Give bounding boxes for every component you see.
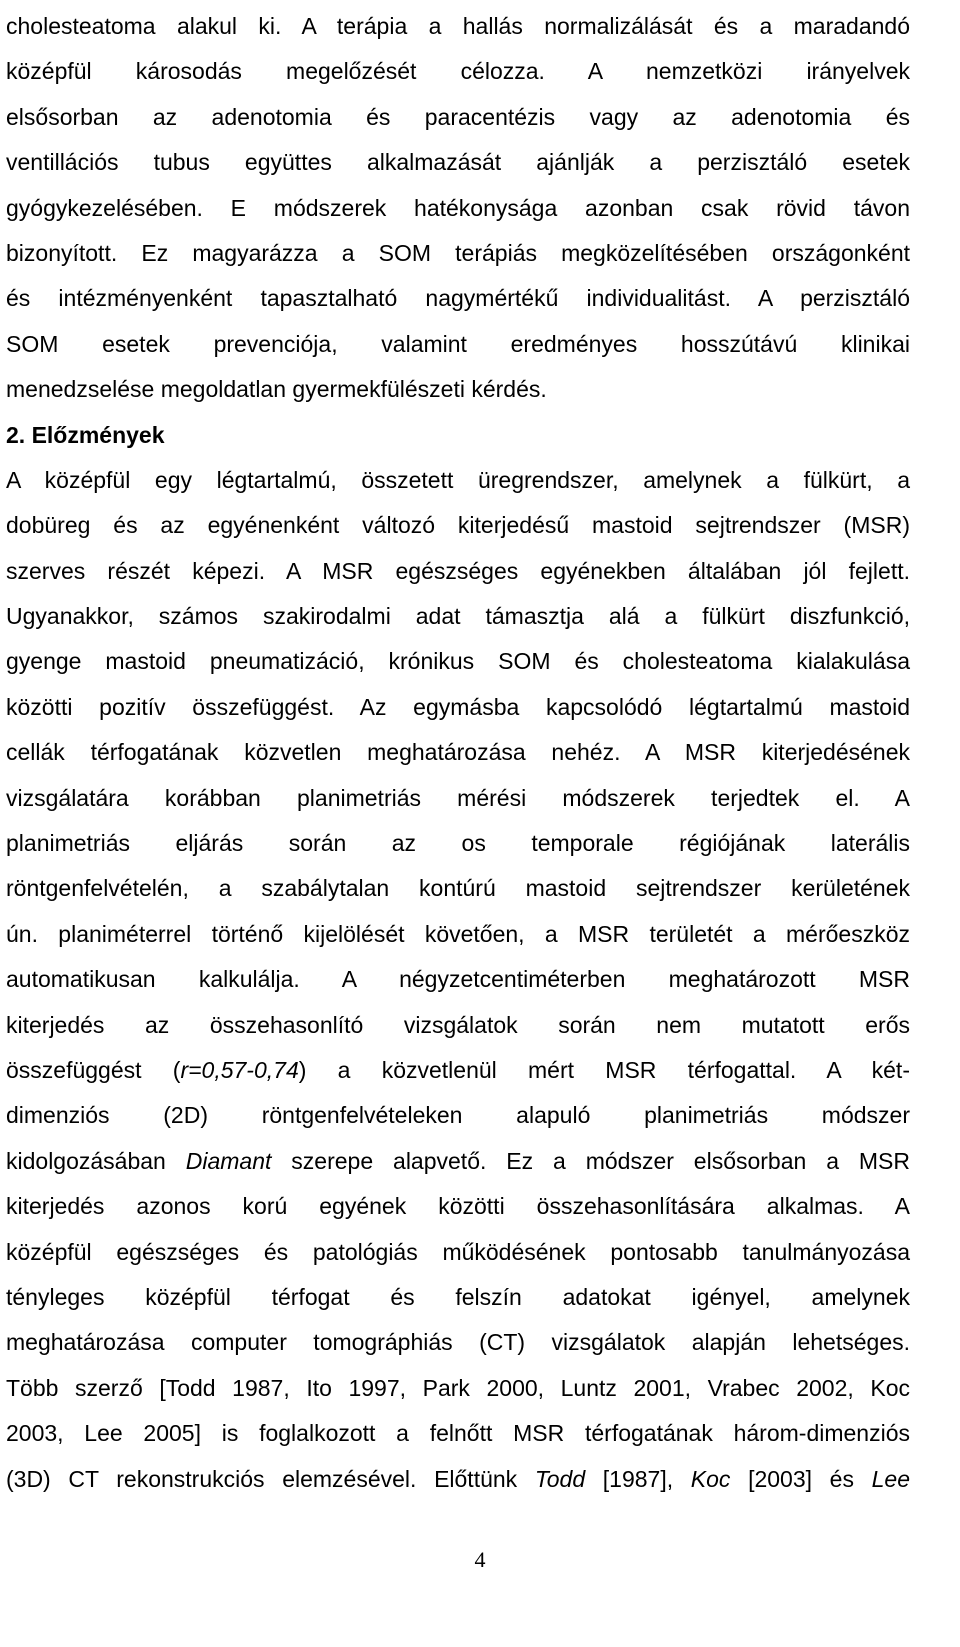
text-line: szerves részét képezi. A MSR egészséges egyénekben általában jól fejlett.	[6, 557, 910, 584]
text-line: ventillációs tubus együttes alkalmazását ajánlják a perzisztáló esetek	[6, 149, 910, 176]
text-line: dobüreg és az egyénenként változó kiterjedésű mastoid sejtrendszer (MSR)	[6, 512, 910, 539]
text-line: gyenge mastoid pneumatizáció, krónikus SOM és cholesteatoma kialakulása	[6, 648, 910, 675]
page-number: 4	[474, 1547, 486, 1572]
text-line: kiterjedés az összehasonlító vizsgálatok során nem mutatott erős	[6, 1011, 910, 1038]
text-line: cholesteatoma alakul ki. A terápia a hallás normalizálását és a maradandó	[6, 13, 910, 39]
text-line: meghatározása computer tomográphiás (CT) vizsgálatok alapján lehetséges.	[6, 1329, 910, 1356]
text-line-correlation	[6, 1048, 910, 1093]
italic-author-name: Todd	[534, 1465, 586, 1492]
text-line-authors	[6, 1457, 910, 1502]
text-line: középfül egészséges és patológiás működésének pontosabb tanulmányozása	[6, 1238, 910, 1265]
text-span: összefüggést (	[6, 1056, 181, 1083]
text-line: gyógykezelésében. E módszerek hatékonysága azonban csak rövid távon	[6, 194, 910, 221]
text-span: kidolgozásában	[6, 1147, 186, 1174]
document-page	[6, 0, 910, 1502]
italic-author-name: Diamant	[185, 1147, 272, 1174]
italic-value: r=0,57-0,74	[180, 1056, 299, 1083]
paragraph-1	[6, 4, 910, 413]
text-span: (3D) CT rekonstrukciós elemzésével. Előttünk	[6, 1465, 535, 1492]
text-line: elsősorban az adenotomia és paracentézis vagy az adenotomia és	[6, 103, 910, 130]
section-heading: 2. Előzmények	[6, 421, 165, 448]
text-line-2d: dimenziós (2D) röntgenfelvételeken alapuló planimetriás módszer	[6, 1102, 910, 1129]
text-line: planimetriás eljárás során az os temporale régiójának laterális	[6, 830, 910, 857]
text-line: középfül károsodás megelőzését célozza. A nemzetközi irányelvek	[6, 58, 910, 85]
text-line: Több szerző [Todd 1987, Ito 1997, Park 2000, Luntz 2001, Vrabec 2002, Koc	[6, 1374, 910, 1401]
text-line: vizsgálatára korábban planimetriás mérési módszerek terjedtek el. A	[6, 784, 910, 811]
text-line: bizonyított. Ez magyarázza a SOM terápiás megközelítésében országonként	[6, 239, 910, 266]
text-line: és intézményenként tapasztalható nagymértékű individualitást. A perzisztáló	[6, 285, 910, 312]
text-line-diamant	[6, 1139, 910, 1184]
text-line: A középfül egy légtartalmú, összetett üregrendszer, amelynek a fülkürt, a	[6, 466, 910, 493]
paragraph-2b	[6, 1184, 910, 1456]
text-line: menedzselése megoldatlan gyermekfülészeti kérdés.	[6, 376, 547, 403]
text-line: ún. planiméterrel történő kijelölését követően, a MSR területét a mérőeszköz	[6, 920, 910, 947]
text-span: [1987],	[585, 1465, 691, 1492]
text-line: tényleges középfül térfogat és felszín adatokat igényel, amelynek	[6, 1283, 910, 1310]
text-span: ) a közvetlenül mért MSR térfogattal. A két-	[298, 1056, 910, 1083]
text-line: automatikusan kalkulálja. A négyzetcentiméterben meghatározott MSR	[6, 966, 910, 993]
text-line: röntgenfelvételén, a szabálytalan kontúrú mastoid sejtrendszer kerületének	[6, 875, 910, 902]
text-line: Ugyanakkor, számos szakirodalmi adat támasztja alá a fülkürt diszfunkció,	[6, 603, 910, 630]
text-line: cellák térfogatának közvetlen meghatározása nehéz. A MSR kiterjedésének	[6, 739, 910, 766]
text-line: SOM esetek prevenciója, valamint eredményes hosszútávú klinikai	[6, 330, 910, 357]
italic-author-name: Koc	[690, 1465, 731, 1492]
text-line: 2003, Lee 2005] is foglalkozott a felnőtt MSR térfogatának három-dimenziós	[6, 1420, 910, 1447]
italic-author-name: Lee	[871, 1465, 910, 1492]
paragraph-2	[6, 458, 910, 1048]
text-span: szerepe alapvető. Ez a módszer elsősorban a MSR	[271, 1147, 911, 1174]
text-line: közötti pozitív összefüggést. Az egymásba kapcsolódó légtartalmú mastoid	[6, 693, 910, 720]
text-span: [2003] és	[730, 1465, 872, 1492]
text-line: kiterjedés azonos korú egyének közötti összehasonlítására alkalmas. A	[6, 1193, 910, 1220]
